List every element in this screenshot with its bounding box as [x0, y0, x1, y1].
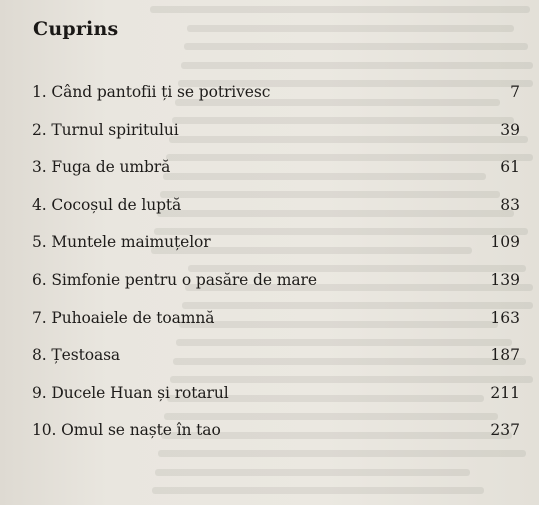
toc-entry: [32, 157, 520, 195]
toc-entry: [32, 270, 520, 308]
toc-entry: [32, 120, 520, 158]
show-through-line: [187, 25, 514, 32]
toc-entry-page: 61: [500, 158, 520, 177]
toc-entry: [32, 232, 520, 270]
toc-entry: [32, 82, 520, 120]
table-of-contents: [32, 82, 520, 458]
toc-entry-title: 7. Puhoaiele de toamnă: [32, 308, 215, 327]
show-through-line: [181, 62, 533, 69]
toc-entry-title: 9. Ducele Huan și rotarul: [32, 383, 229, 402]
toc-entry-title: 10. Omul se naște în tao: [32, 421, 221, 440]
show-through-line: [152, 487, 484, 494]
toc-entry-title: 8. Țestoasa: [32, 346, 121, 365]
toc-entry-title: 6. Simfonie pentru o pasăre de mare: [32, 270, 317, 289]
toc-entry-page: 211: [490, 383, 520, 402]
toc-entry-title: 2. Turnul spiritului: [32, 120, 179, 139]
toc-entry: [32, 420, 520, 458]
toc-entry-page: 187: [490, 346, 520, 365]
show-through-line: [184, 43, 528, 50]
toc-entry-page: 237: [490, 421, 520, 440]
toc-entry-page: 39: [500, 120, 520, 139]
toc-entry: [32, 308, 520, 346]
toc-entry-title: 4. Cocoșul de luptă: [32, 195, 182, 214]
toc-entry-title: 5. Muntele maimuțelor: [32, 233, 211, 252]
toc-entry-page: 139: [490, 270, 520, 289]
toc-entry-title: 1. Când pantofii ți se potrivesc: [32, 83, 271, 101]
toc-entry: [32, 195, 520, 233]
toc-entry: [32, 345, 520, 383]
toc-entry-title: 3. Fuga de umbră: [32, 158, 171, 177]
show-through-line: [155, 469, 470, 476]
toc-entry-page: 109: [490, 233, 520, 252]
page-title: Cuprins: [33, 18, 119, 40]
toc-entry-page: 83: [500, 195, 520, 214]
toc-entry-page: 7: [510, 83, 520, 101]
toc-entry-page: 163: [490, 308, 520, 327]
toc-entry: [32, 383, 520, 421]
show-through-line: [150, 6, 530, 13]
